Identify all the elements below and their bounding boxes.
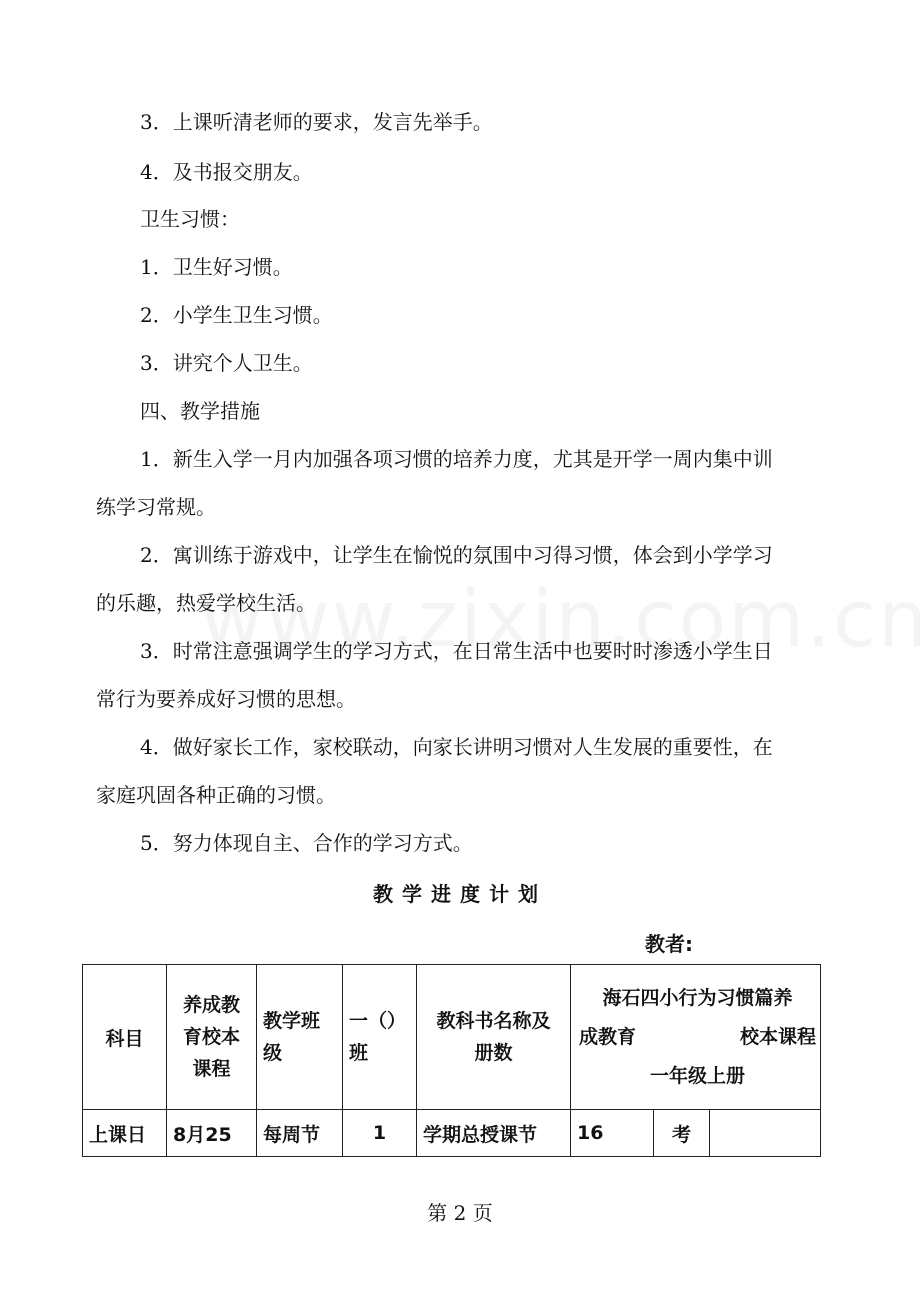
subject-value-line: 育校本 (182, 1026, 240, 1048)
schedule-table (82, 964, 821, 1157)
schedule-title: 教学进度计划 (373, 882, 547, 906)
total-value: 16 (577, 1122, 604, 1144)
class-label-cell (257, 965, 343, 1110)
total-label: 学期总授课节 (423, 1123, 538, 1146)
paragraph-line: 3．时常注意强调学生的学习方式，在日常生活中也要时时渗透小学生日 (140, 639, 773, 663)
total-value-cell (571, 1110, 654, 1157)
subject-label: 科目 (105, 1027, 144, 1050)
subject-value-line: 养成教 (182, 994, 240, 1016)
table-row (83, 1110, 821, 1157)
paragraph-line: 5．努力体现自主、合作的学习方式。 (140, 831, 473, 855)
exam-value-cell (710, 1110, 821, 1157)
subject-value-cell (167, 965, 257, 1110)
class-label-line: 教学班 (263, 1010, 321, 1032)
book-value-line: 海石四小行为习惯篇养 (602, 986, 793, 1009)
paragraph-line: 1．卫生好习惯。 (140, 255, 293, 279)
paragraph-line: 的乐趣，热爱学校生活。 (96, 591, 316, 615)
paragraph-line: 2．小学生卫生习惯。 (140, 303, 333, 327)
subject-label-cell (83, 965, 167, 1110)
paragraph-line: 常行为要养成好习惯的思想。 (96, 687, 356, 711)
subject-value-line: 课程 (192, 1058, 231, 1080)
class-value-line: 一（） (349, 1010, 407, 1032)
start-value: 8月25 (173, 1123, 232, 1146)
paragraph-line: 3．讲究个人卫生。 (140, 351, 313, 375)
weekly-label: 每周节 (263, 1123, 321, 1146)
paragraph-line: 家庭巩固各种正确的习惯。 (96, 783, 336, 807)
class-label-line: 级 (263, 1042, 283, 1064)
book-value-line (579, 1024, 816, 1051)
exam-label: 考 (671, 1123, 691, 1146)
paragraph-line: 练学习常规。 (96, 495, 216, 519)
weekly-value-cell (343, 1110, 417, 1157)
weekly-label-cell (257, 1110, 343, 1157)
start-label: 上课日 (89, 1123, 147, 1146)
paragraph-line: 1．新生入学一月内加强各项习惯的培养力度，尤其是开学一周内集中训 (140, 447, 773, 471)
teacher-label: 教者: (645, 932, 693, 956)
book-label-line: 册数 (474, 1042, 513, 1064)
paragraph-line: 4．及书报交朋友。 (140, 160, 313, 184)
book-value-line: 一年级上册 (649, 1064, 745, 1087)
paragraph-line: 4．做好家长工作，家校联动，向家长讲明习惯对人生发展的重要性，在 (140, 735, 773, 759)
page-number: 第 2 页 (427, 1201, 493, 1225)
total-label-cell (417, 1110, 571, 1157)
class-value-cell (343, 965, 417, 1110)
weekly-value: 1 (372, 1122, 387, 1144)
section-heading: 四、教学措施 (140, 399, 260, 423)
book-label-cell (417, 965, 571, 1110)
exam-label-cell (654, 1110, 710, 1157)
book-value-part: 校本课程 (739, 1025, 816, 1048)
book-value-cell (571, 965, 821, 1110)
book-label-line: 教科书名称及 (436, 1010, 551, 1032)
class-value-line: 班 (349, 1042, 369, 1064)
book-value-part: 成教育 (579, 1025, 637, 1048)
start-value-cell (167, 1110, 257, 1157)
section-heading: 卫生习惯： (140, 207, 240, 231)
paragraph-line: 2．寓训练于游戏中，让学生在愉悦的氛围中习得习惯，体会到小学学习 (140, 543, 773, 567)
paragraph-line: 3．上课听清老师的要求，发言先举手。 (140, 110, 493, 134)
table-row (83, 965, 821, 1110)
start-label-cell (83, 1110, 167, 1157)
